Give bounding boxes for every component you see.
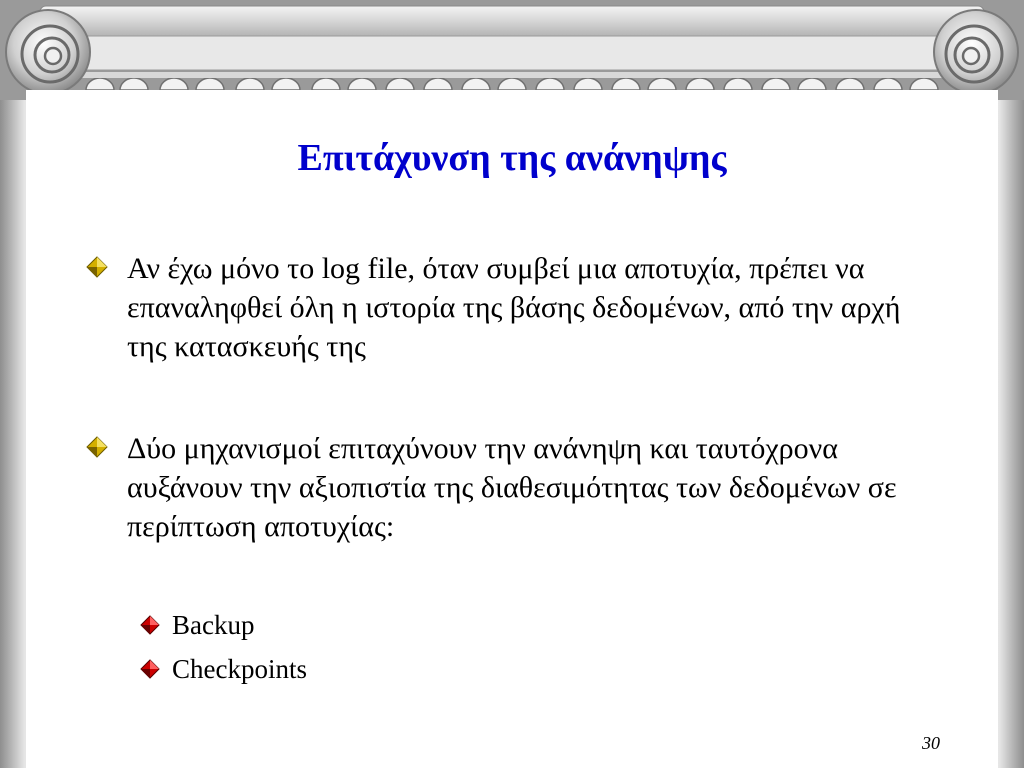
sub-bullet-item — [172, 651, 772, 687]
sub-bullet-item — [172, 607, 772, 643]
diamond-bullet-icon — [85, 435, 109, 459]
bullet-item — [127, 429, 907, 546]
bullet-item — [127, 249, 907, 366]
red-diamond-bullet-icon — [140, 659, 160, 679]
sub-bullet-text: Checkpoints — [172, 654, 307, 684]
page-number: 30 — [922, 733, 940, 753]
diamond-bullet-icon — [85, 255, 109, 279]
slide-title: Επιτάχυνση της ανάνηψης — [297, 137, 727, 179]
bullet-text: Αν έχω μόνο το log file, όταν συμβεί μια αποτυχία, πρέπει να επαναληφθεί όλη η ιστορία της βάσης δεδομένων, από την αρχή της κατασκευής της — [127, 252, 901, 363]
red-diamond-bullet-icon — [140, 615, 160, 635]
bullet-text: Δύο μηχανισμοί επιταχύνουν την ανάνηψη και ταυτόχρονα αυξάνουν την αξιοπιστία της διαθεσιμότητας των δεδομένων σε περίπτωση αποτυχίας: — [127, 432, 897, 543]
sub-bullet-text: Backup — [172, 610, 255, 640]
